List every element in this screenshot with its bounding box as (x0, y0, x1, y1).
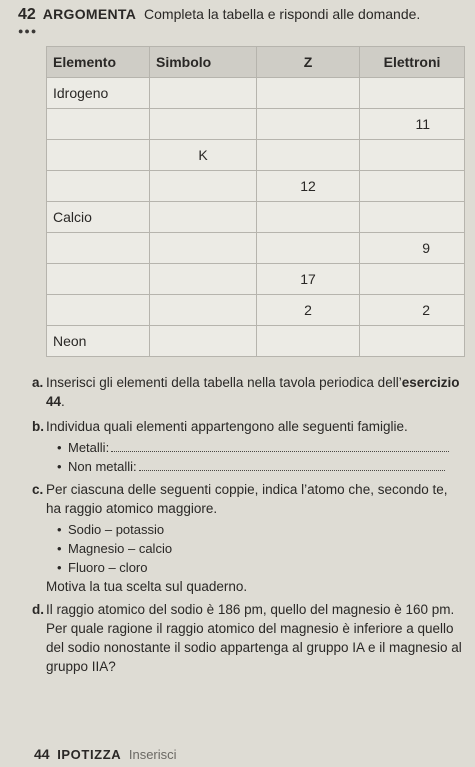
list-item: • Fluoro – cloro (46, 558, 466, 577)
table-header-row (47, 47, 465, 78)
question-c (32, 480, 466, 518)
header-elemento: Elemento (47, 47, 150, 78)
next-exercise-heading (34, 746, 177, 762)
exercise-reference: esercizio 44 (46, 375, 460, 409)
cell-elettroni[interactable] (360, 78, 465, 109)
next-exercise-keyword: IPOTIZZA (57, 747, 122, 762)
table-row (47, 326, 465, 357)
question-text: Individua quali elementi appartengono alle seguenti famiglie. (46, 419, 408, 434)
header-simbolo: Simbolo (150, 47, 257, 78)
question-letter: d. (32, 602, 44, 617)
difficulty-dots-icon: ●●● (18, 26, 38, 36)
cell-elemento[interactable] (47, 264, 150, 295)
cell-elettroni[interactable] (360, 326, 465, 357)
cell-elettroni[interactable]: 9 (360, 233, 465, 264)
answer-line-non-metalli[interactable] (139, 458, 445, 471)
list-item: • Metalli: (46, 438, 466, 457)
header-elettroni: Elettroni (360, 47, 465, 78)
question-text: Il raggio atomico del sodio è 186 pm, quello del magnesio è 160 pm. Per quale ragione il raggio atomico del magnesio è inferiore a quello del sodio nonostante il sodio appartenga al gruppo IA e il magnesio al gruppo IIA? (46, 602, 462, 674)
cell-simbolo[interactable] (150, 326, 257, 357)
cell-simbolo[interactable] (150, 233, 257, 264)
cell-elemento[interactable]: Neon (47, 326, 150, 357)
question-text: Per ciascuna delle seguenti coppie, indica l’atomo che, secondo te, ha raggio atomico maggiore. (46, 482, 448, 516)
question-b (32, 417, 466, 436)
question-letter: a. (32, 375, 44, 390)
exercise-number: 42 (18, 6, 36, 23)
cell-z[interactable] (257, 202, 360, 233)
list-item: • Magnesio – calcio (46, 539, 466, 558)
cell-simbolo[interactable] (150, 171, 257, 202)
questions-list (32, 373, 466, 678)
elements-table (46, 46, 465, 357)
cell-elettroni[interactable]: 2 (360, 295, 465, 326)
cell-simbolo[interactable]: K (150, 140, 257, 171)
cell-elettroni[interactable] (360, 264, 465, 295)
cell-z[interactable]: 2 (257, 295, 360, 326)
list-item: • Sodio – potassio (46, 520, 466, 539)
table-row (47, 140, 465, 171)
cell-elettroni[interactable]: 11 (360, 109, 465, 140)
table-row (47, 202, 465, 233)
cell-z[interactable]: 12 (257, 171, 360, 202)
table-row (47, 109, 465, 140)
question-d (32, 600, 466, 676)
question-a: a. Inserisci gli elementi della tabella nella tavola periodica dell’esercizio 44. (32, 375, 460, 409)
cell-elemento[interactable] (47, 233, 150, 264)
cell-elettroni[interactable] (360, 202, 465, 233)
table-row (47, 295, 465, 326)
cell-simbolo[interactable] (150, 295, 257, 326)
cell-z[interactable]: 17 (257, 264, 360, 295)
exercise-heading (18, 6, 420, 24)
question-note: Motiva la tua scelta sul quaderno. (46, 579, 248, 594)
cell-elettroni[interactable] (360, 171, 465, 202)
cell-z[interactable] (257, 140, 360, 171)
cell-z[interactable] (257, 326, 360, 357)
table-row (47, 264, 465, 295)
cell-elemento[interactable]: Idrogeno (47, 78, 150, 109)
cell-simbolo[interactable] (150, 78, 257, 109)
cell-elemento[interactable] (47, 109, 150, 140)
next-exercise-number: 44 (34, 746, 50, 762)
question-letter: c. (32, 482, 44, 497)
table-row (47, 233, 465, 264)
header-z: Z (257, 47, 360, 78)
list-item: • Non metalli: (46, 457, 466, 476)
cell-simbolo[interactable] (150, 109, 257, 140)
table-row (47, 171, 465, 202)
exercise-instruction: Completa la tabella e rispondi alle domande. (144, 6, 421, 22)
cell-elemento[interactable]: Calcio (47, 202, 150, 233)
question-letter: b. (32, 419, 44, 434)
cell-z[interactable] (257, 78, 360, 109)
next-exercise-partial-text: Inserisci (128, 747, 177, 762)
cell-elemento[interactable] (47, 295, 150, 326)
cell-z[interactable] (257, 233, 360, 264)
table-row (47, 78, 465, 109)
cell-elemento[interactable] (47, 171, 150, 202)
cell-elemento[interactable] (47, 140, 150, 171)
exercise-keyword: ARGOMENTA (42, 6, 137, 22)
answer-line-metalli[interactable] (111, 439, 449, 452)
cell-elettroni[interactable] (360, 140, 465, 171)
cell-z[interactable] (257, 109, 360, 140)
question-text: Inserisci gli elementi della tabella nella tavola periodica dell’ (46, 375, 402, 390)
cell-simbolo[interactable] (150, 202, 257, 233)
cell-simbolo[interactable] (150, 264, 257, 295)
